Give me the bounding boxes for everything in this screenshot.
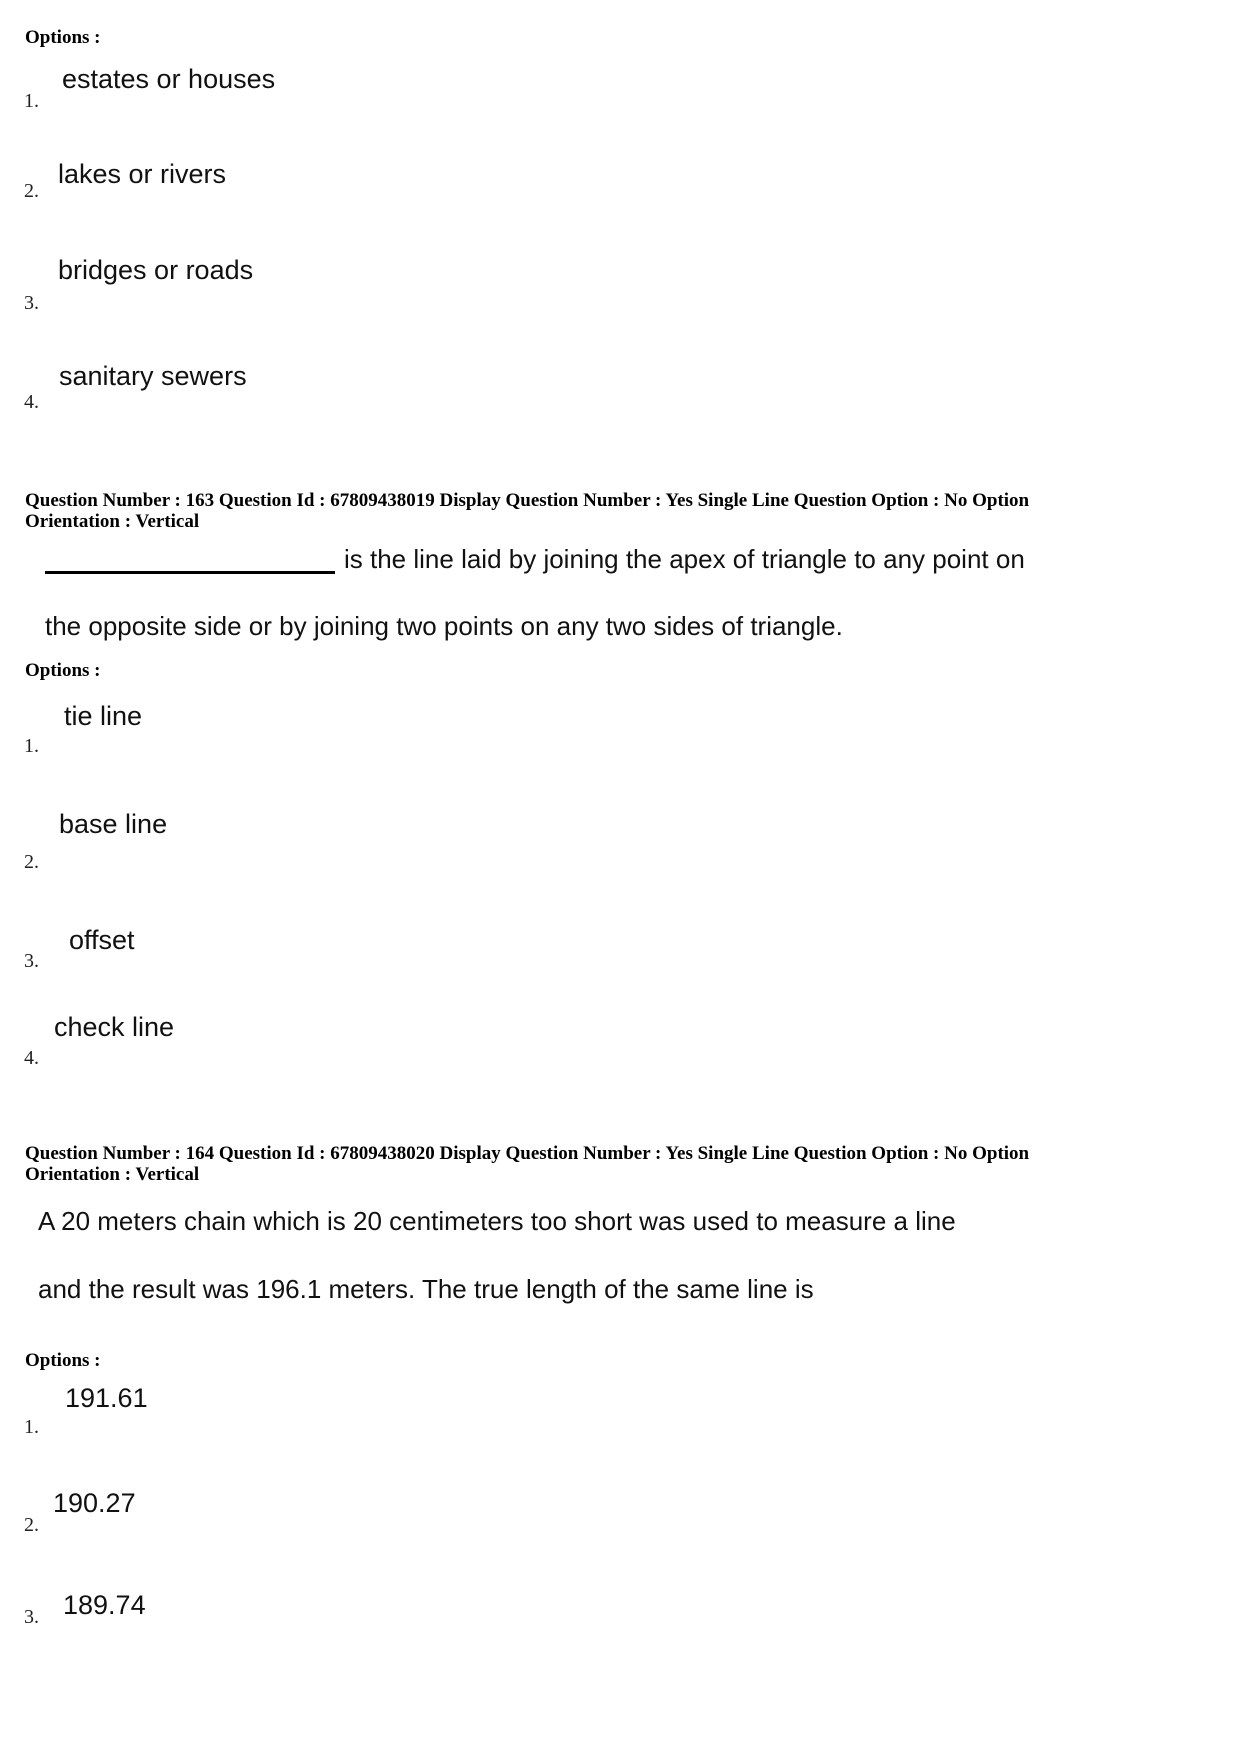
question-163-meta	[25, 490, 1225, 532]
option-number: 2.	[24, 851, 39, 873]
option-text: bridges or roads	[58, 255, 254, 285]
question-meta-line: Orientation : Vertical	[25, 511, 200, 532]
question-164-meta	[25, 1143, 1225, 1185]
option-text: base line	[59, 809, 168, 839]
option-text: 190.27	[53, 1488, 136, 1518]
options-label: Options :	[25, 660, 101, 681]
option-text: check line	[54, 1012, 175, 1042]
option-text: sanitary sewers	[59, 361, 247, 391]
option-number: 3.	[24, 1606, 39, 1628]
question-text: the opposite side or by joining two points on any two sides of triangle.	[45, 611, 843, 641]
question-text: A 20 meters chain which is 20 centimeters too short was used to measure a line	[38, 1206, 956, 1236]
option-text: tie line	[64, 701, 143, 731]
option-number: 2.	[24, 1514, 39, 1536]
option-text: 189.74	[63, 1590, 146, 1620]
option-number: 4.	[24, 1047, 39, 1069]
option-number: 1.	[24, 735, 39, 757]
question-meta-line: Question Number : 163 Question Id : 67809438019 Display Question Number : Yes Single Line Question Option : No Option	[25, 490, 1030, 511]
option-number: 1.	[24, 1416, 39, 1438]
option-text: 191.61	[65, 1383, 148, 1413]
question-text: is the line laid by joining the apex of triangle to any point on	[344, 544, 1025, 574]
option-number: 1.	[24, 90, 39, 112]
question-meta-line: Orientation : Vertical	[25, 1164, 200, 1185]
option-text: offset	[69, 925, 135, 955]
option-number: 4.	[24, 391, 39, 413]
option-number: 2.	[24, 180, 39, 202]
question-meta-line: Question Number : 164 Question Id : 67809438020 Display Question Number : Yes Single Line Question Option : No Option	[25, 1143, 1030, 1164]
option-text: estates or houses	[62, 64, 276, 94]
fill-in-blank	[45, 571, 335, 574]
option-number: 3.	[24, 292, 39, 314]
options-label: Options :	[25, 1350, 101, 1371]
option-number: 3.	[24, 950, 39, 972]
question-text: and the result was 196.1 meters. The true length of the same line is	[38, 1274, 814, 1304]
option-text: lakes or rivers	[58, 159, 227, 189]
options-label: Options :	[25, 27, 101, 48]
